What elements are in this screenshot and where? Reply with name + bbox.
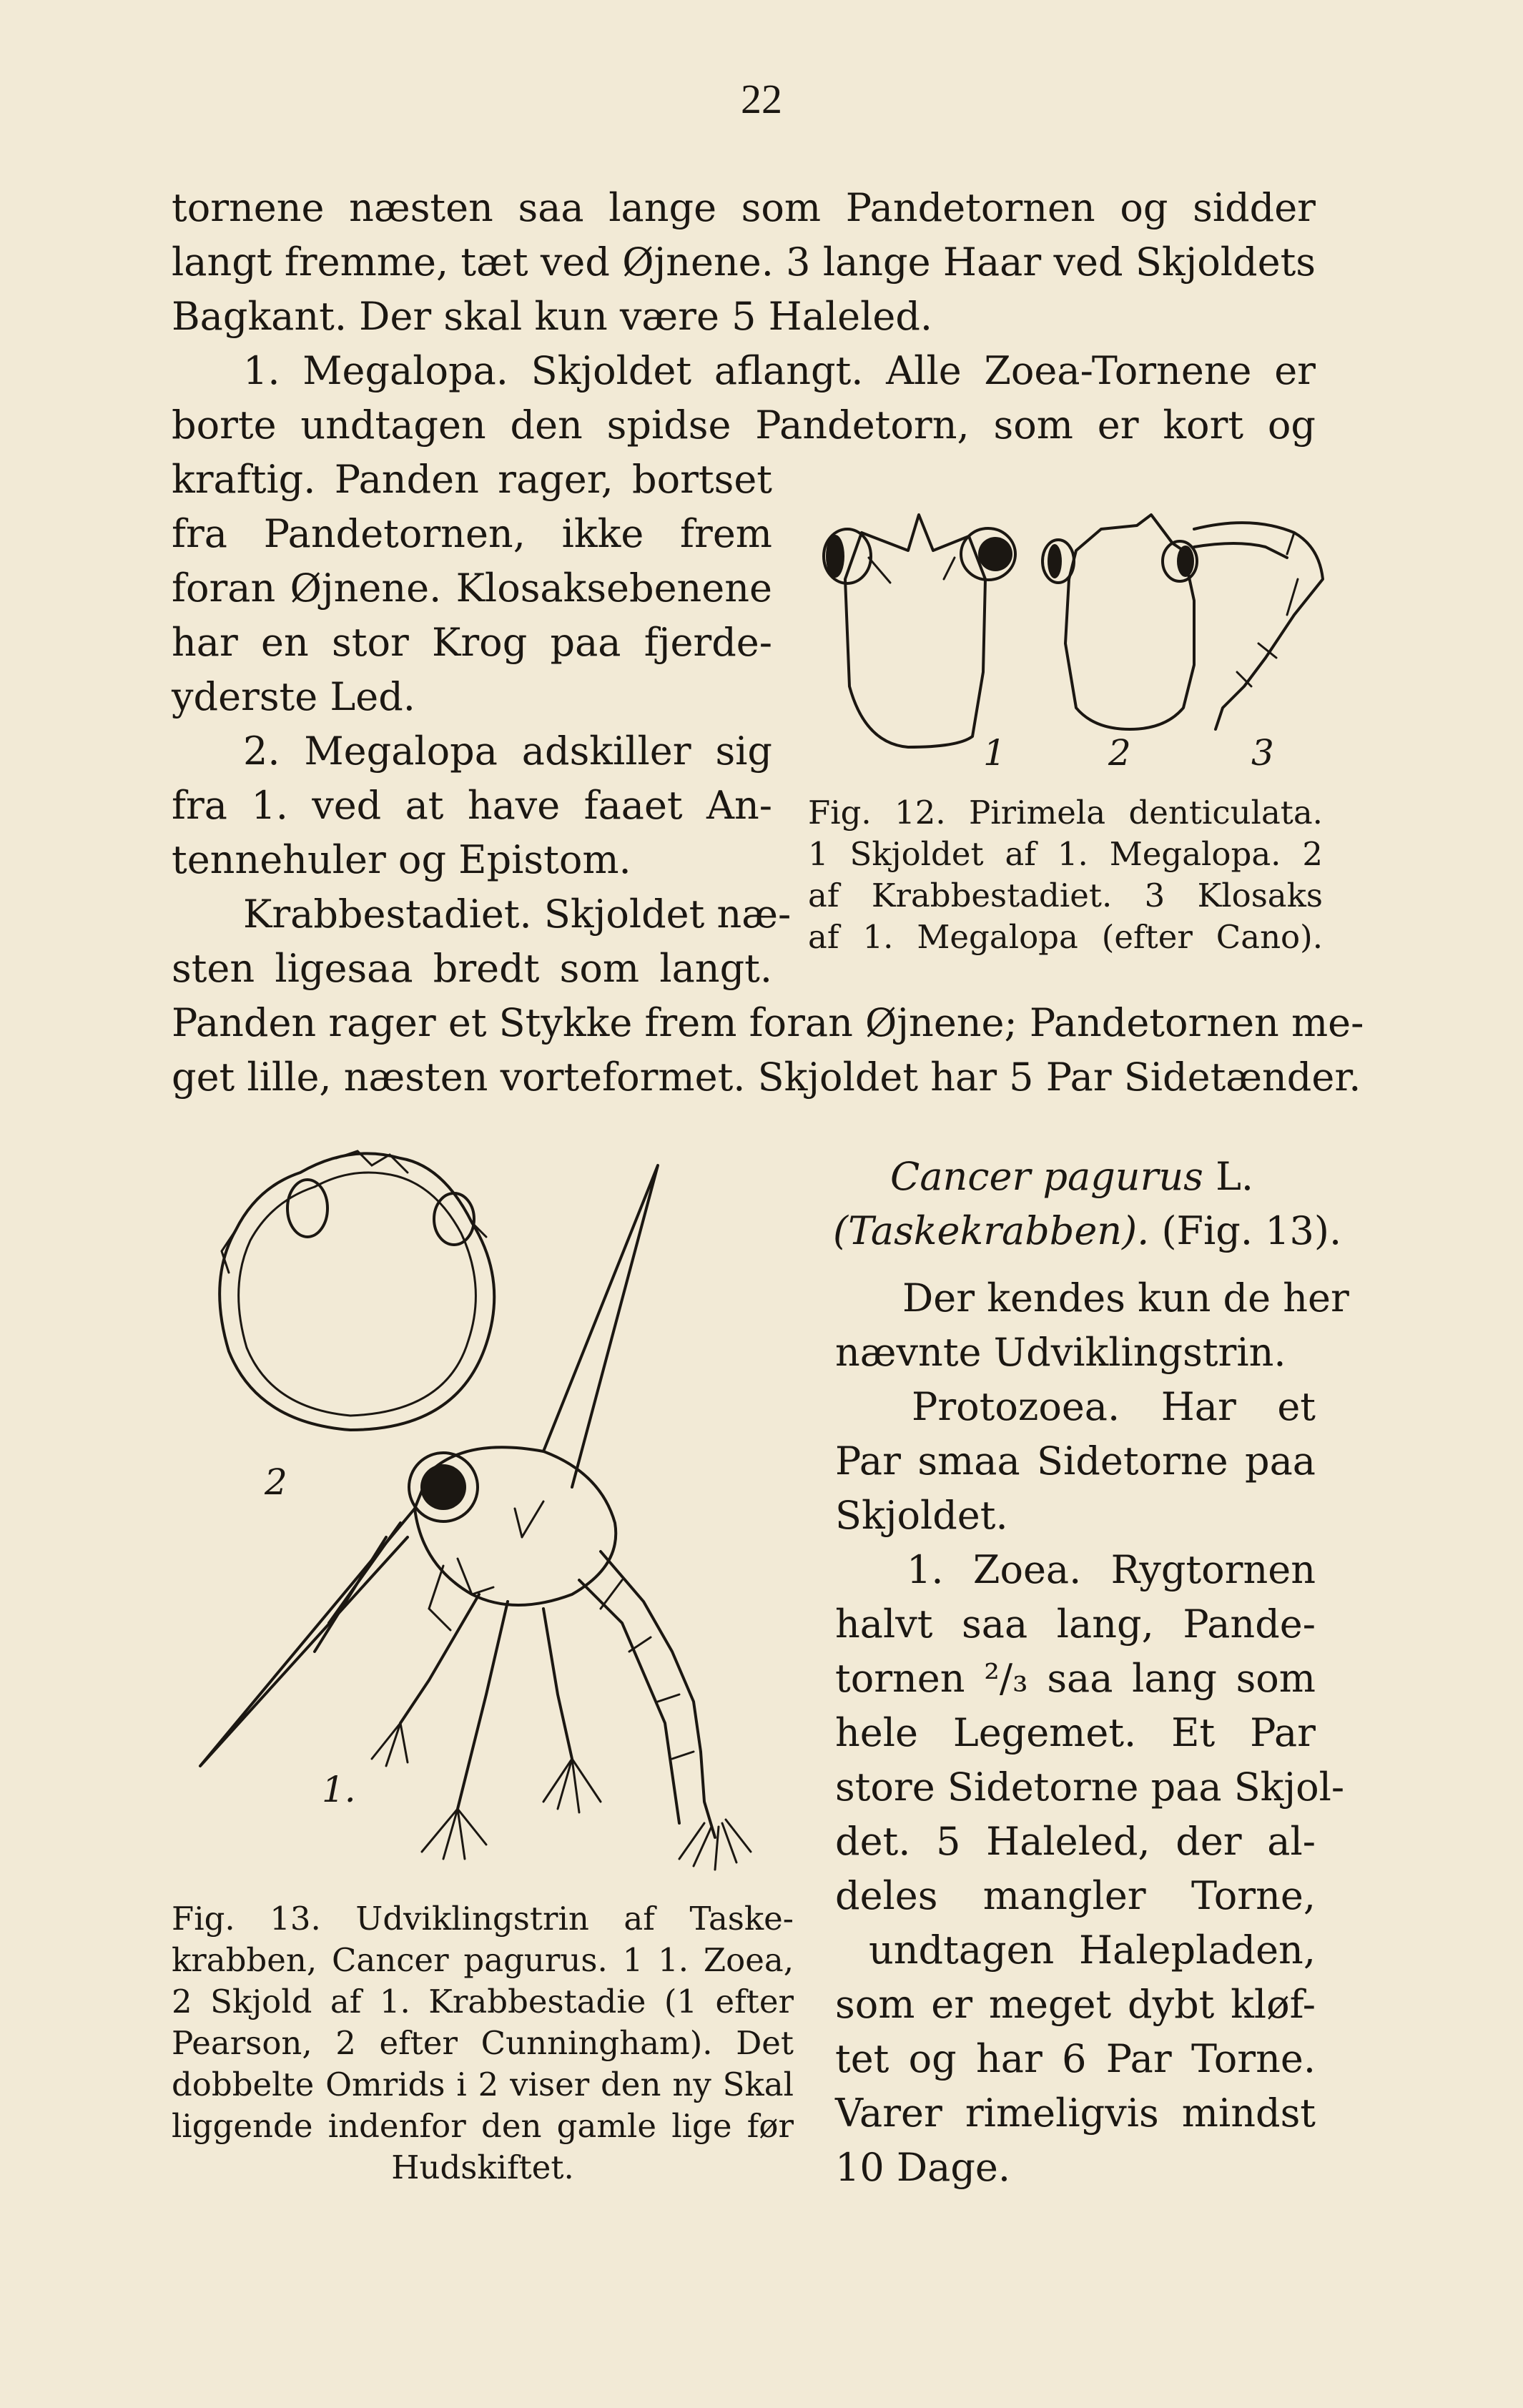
text-line: Varer rimeligvis mindst	[835, 2091, 1316, 2136]
fig13-caption-line: Pearson, 2 efter Cunningham). Det	[172, 2024, 794, 2062]
text-line: Protozoea. Har et	[912, 1384, 1316, 1429]
text-line: fra Pandetornen, ikke frem	[172, 511, 772, 556]
fig13-caption-line: liggende indenfor den gamle lige før	[172, 2107, 794, 2145]
fig12-caption-line: af Krabbestadiet. 3 Klosaks	[808, 877, 1323, 914]
text-line: yderste Led.	[172, 674, 415, 719]
fig13-caption-line: 2 Skjold af 1. Krabbestadie (1 efter	[172, 1983, 794, 2020]
fig13-caption-line: krabben, Cancer pagurus. 1 1. Zoea,	[172, 1941, 794, 1979]
species-author: L.	[1216, 1154, 1254, 1199]
fig12-caption-line: Fig. 12. Pirimela denticulata.	[808, 794, 1323, 832]
text-line: kraftig. Panden rager, bortset	[172, 457, 772, 502]
text-line: foran Øjnene. Klosaksebenene	[172, 566, 772, 611]
text-line: 2. Megalopa adskiller sig	[243, 729, 772, 774]
text-line: tornene næsten saa lange som Pandetornen og sidder	[172, 185, 1316, 230]
text-line: Krabbestadiet. Skjoldet næ-	[243, 892, 792, 937]
fig13-illustration	[172, 1137, 801, 1873]
text-line: har en stor Krog paa fjerde-	[172, 620, 772, 665]
fig12-claw	[1194, 523, 1323, 729]
fig13-label-1: 1.	[322, 1769, 356, 1810]
fig13-caption-line: Fig. 13. Udviklingstrin af Taske-	[172, 1900, 794, 1938]
species-name: Cancer pagurus	[890, 1154, 1203, 1199]
species-heading	[890, 1150, 1319, 1204]
text-line: nævnte Udviklingstrin.	[835, 1330, 1286, 1375]
text-line: langt fremme, tæt ved Øjnene. 3 lange Haar ved Skjoldets	[172, 240, 1316, 285]
text-line: 1. Zoea. Rygtornen	[907, 1547, 1316, 1592]
text-line: undtagen Halepladen,	[869, 1928, 1316, 1973]
fig13-label-2: 2	[265, 1461, 287, 1503]
fig13-zoea	[200, 1165, 751, 1870]
text-line: hele Legemet. Et Par	[835, 1710, 1316, 1755]
text-line: fra 1. ved at have faaet An-	[172, 783, 772, 828]
text-line: tornen ²/₃ saa lang som	[835, 1656, 1316, 1701]
fig13-caption-line: Hudskiftet.	[391, 2148, 574, 2186]
text-line: Par smaa Sidetorne paa	[835, 1439, 1316, 1484]
text-line: tet og har 6 Par Torne.	[835, 2036, 1316, 2081]
text-line: sten ligesaa bredt som langt.	[172, 946, 772, 991]
fig12-label-2: 2	[1108, 732, 1131, 774]
page-number: 22	[741, 76, 782, 122]
text-line: 10 Dage.	[835, 2145, 1011, 2190]
text-line: Der kendes kun de her	[902, 1275, 1349, 1321]
common-name: (Taskekrabben).	[833, 1208, 1150, 1253]
fig-reference: (Fig. 13).	[1161, 1208, 1342, 1253]
fig12-label-3: 3	[1251, 732, 1274, 774]
fig12-crab-carapace	[1043, 515, 1197, 729]
fig12-label-1: 1	[983, 732, 1006, 774]
text-line: 1. Megalopa. Skjoldet aflangt. Alle Zoea-Tornene er	[243, 348, 1316, 393]
fig13-caption-line: dobbelte Omrids i 2 viser den ny Skal	[172, 2066, 794, 2103]
species-subheading	[833, 1204, 1342, 1258]
text-line: det. 5 Haleled, der al-	[835, 1819, 1316, 1864]
fig12-caption-line: 1 Skjoldet af 1. Megalopa. 2	[808, 835, 1323, 873]
text-line: tennehuler og Epistom.	[172, 837, 631, 882]
text-line: som er meget dybt kløf-	[835, 1982, 1316, 2027]
text-line: store Sidetorne paa Skjol-	[835, 1765, 1345, 1810]
text-line: borte undtagen den spidse Pandetorn, som er kort og	[172, 403, 1316, 448]
text-line: deles mangler Torne,	[835, 1873, 1316, 1918]
text-line: get lille, næsten vorteformet. Skjoldet har 5 Par Sidetænder.	[172, 1055, 1361, 1100]
fig13-crab-shield	[220, 1151, 494, 1430]
text-line: Panden rager et Stykke frem foran Øjnene; Pandetornen me-	[172, 1000, 1364, 1045]
fig12-megalopa-carapace	[824, 515, 1015, 747]
text-line: Bagkant. Der skal kun være 5 Haleled.	[172, 294, 933, 339]
fig12-illustration	[794, 472, 1337, 779]
fig12-caption-line: af 1. Megalopa (efter Cano).	[808, 918, 1323, 956]
text-line: halvt saa lang, Pande-	[835, 1602, 1316, 1647]
text-line: Skjoldet.	[835, 1493, 1008, 1538]
